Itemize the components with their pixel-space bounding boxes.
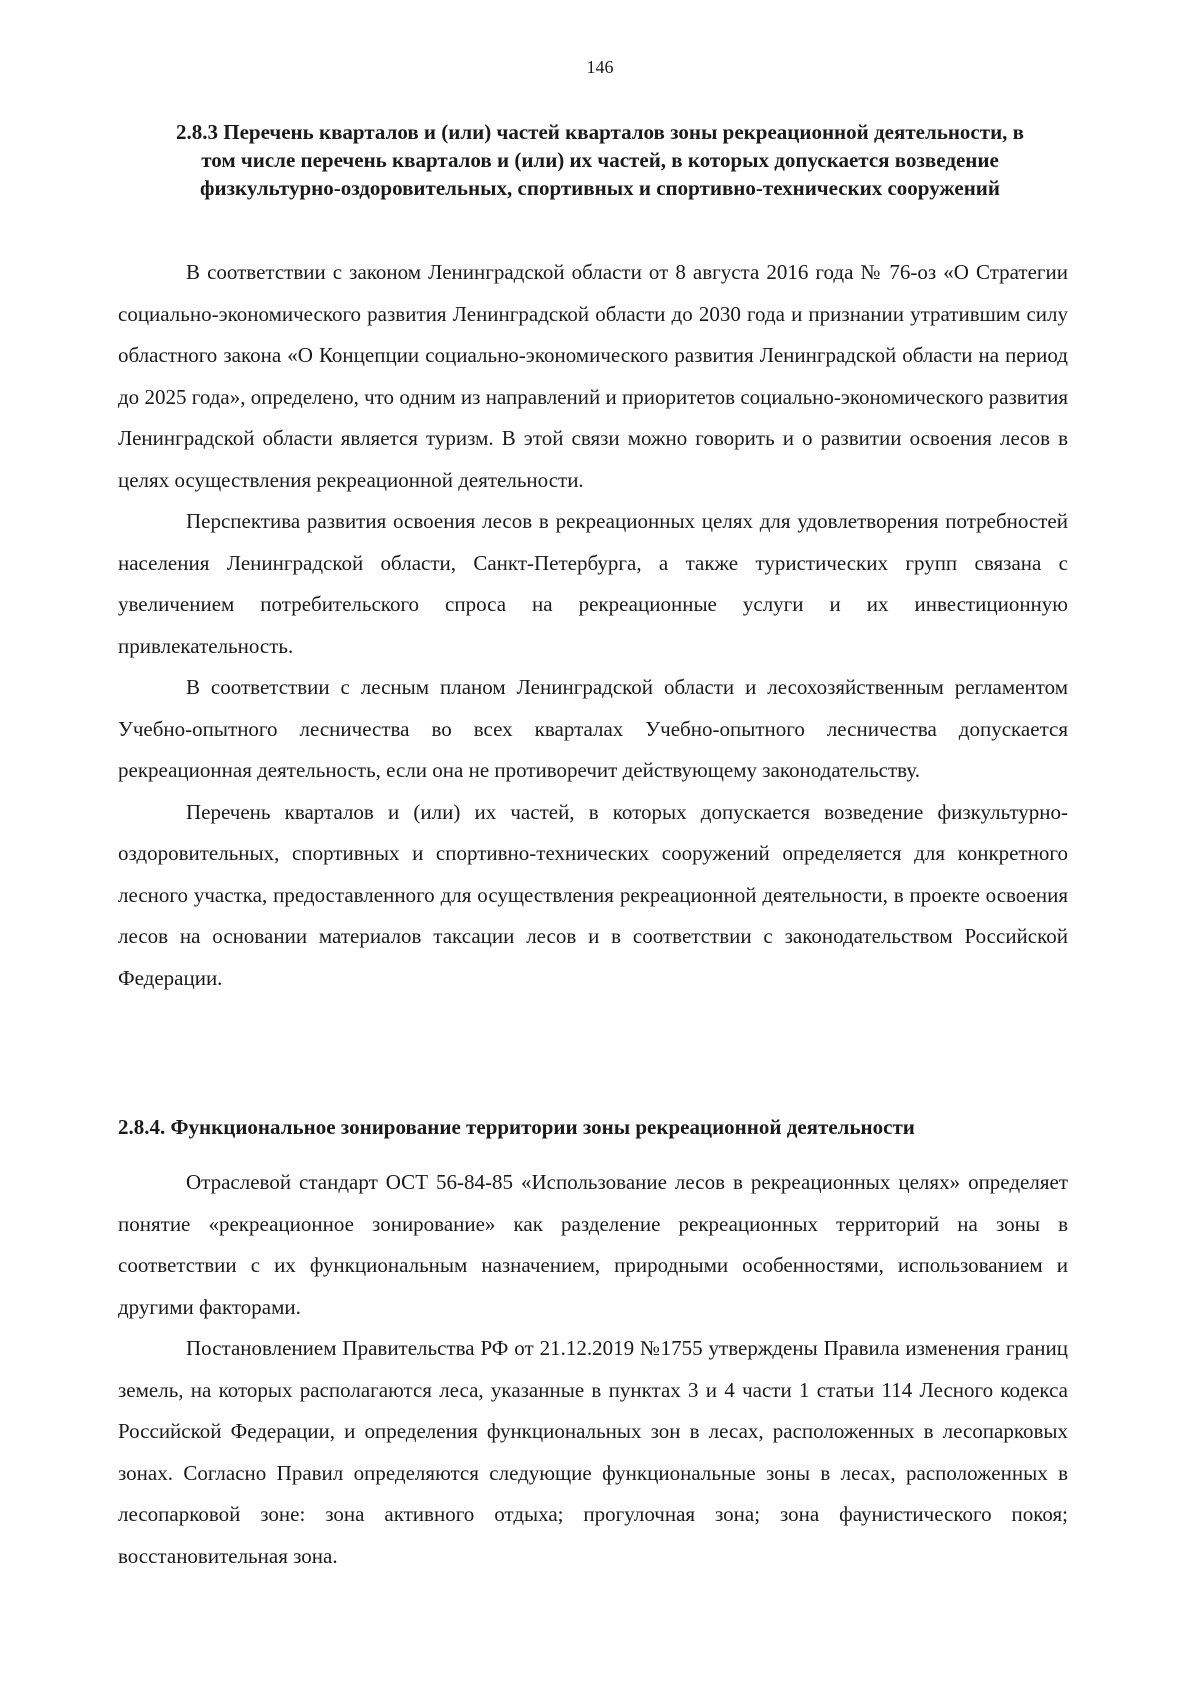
paragraph: В соответствии с лесным планом Ленинградской области и лесохозяйственным регламентом Учебно-опытного лесничества во всех кварталах Учебно-опытного лесничества допускается рекреационная деятельность, если она не противоречит действующему законодательству.	[118, 675, 1068, 782]
section-2-8-3-heading: 2.8.3 Перечень кварталов и (или) частей кварталов зоны рекреационной деятельности, в том числе перечень кварталов и (или) их частей, в которых допускается возведение физкультурно-оздоровительных, спортивных и спортивно-технических сооружений	[175, 120, 1025, 200]
section-2-8-4-heading: 2.8.4. Функциональное зонирование территории зоны рекреационной деятельности	[118, 1115, 915, 1139]
paragraph: В соответствии с законом Ленинградской области от 8 августа 2016 года № 76-оз «О Стратегии социально-экономического развития Ленинградской области до 2030 года и признании утратившим силу областного закона «О Концепции социально-экономического развития Ленинградской области на период до 2025 года», определено, что одним из направлений и приоритетов социально-экономического развития Ленинградской области является туризм. В этой связи можно говорить и о развитии освоения лесов в целях осуществления рекреационной деятельности.	[118, 260, 1068, 492]
paragraph: Перечень кварталов и (или) их частей, в которых допускается возведение физкультурно-оздоровительных, спортивных и спортивно-технических сооружений определяется для конкретного лесного участка, предоставленного для осуществления рекреационной деятельности, в проекте освоения лесов на основании материалов таксации лесов и в соответствии с законодательством Российской Федерации.	[118, 799, 1068, 990]
section-2-8-3-body	[118, 252, 1068, 999]
page-number: 146	[586, 57, 614, 77]
paragraph: Отраслевой стандарт ОСТ 56-84-85 «Использование лесов в рекреационных целях» определяет понятие «рекреационное зонирование» как разделение рекреационных территорий на зоны в соответствии с их функциональным назначением, природными особенностями, использованием и другими факторами.	[118, 1170, 1068, 1319]
section-2-8-4-body	[118, 1162, 1068, 1577]
paragraph: Постановлением Правительства РФ от 21.12.2019 №1755 утверждены Правила изменения границ земель, на которых располагаются леса, указанные в пунктах 3 и 4 части 1 статьи 114 Лесного кодекса Российской Федерации, и определения функциональных зон в лесах, расположенных в лесопарковых зонах. Согласно Правил определяются следующие функциональные зоны в лесах, расположенных в лесопарковой зоне: зона активного отдыха; прогулочная зона; зона фаунистического покоя; восстановительная зона.	[118, 1336, 1068, 1568]
paragraph: Перспектива развития освоения лесов в рекреационных целях для удовлетворения потребностей населения Ленинградской области, Санкт-Петербурга, а также туристических групп связана с увеличением потребительского спроса на рекреационные услуги и их инвестиционную привлекательность.	[118, 509, 1068, 658]
